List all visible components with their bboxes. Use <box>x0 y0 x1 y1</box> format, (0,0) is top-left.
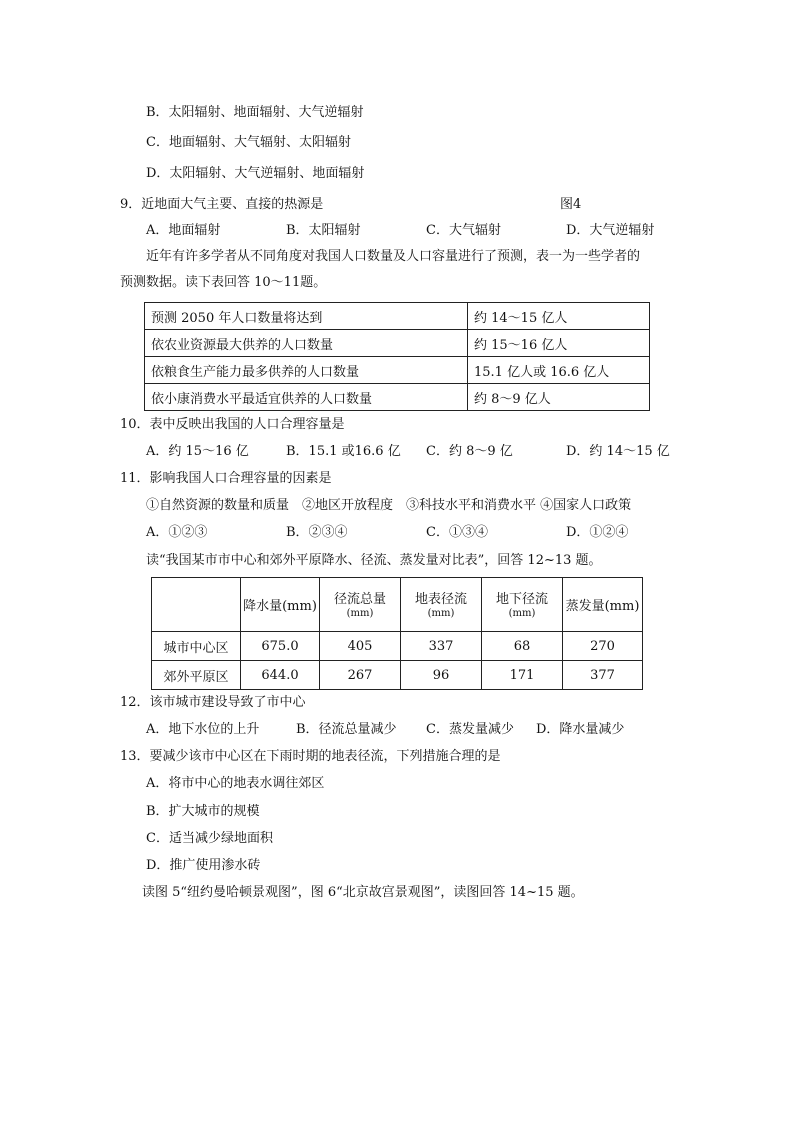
intro-10-11-line2: 预测数据。读下表回答 10～11题。 <box>120 275 327 290</box>
table-cell: 约 8～9 亿人 <box>468 384 650 411</box>
table-cell: 约 15～16 亿人 <box>468 330 650 357</box>
table-cell: 依农业资源最大供养的人口数量 <box>145 330 468 357</box>
q13-option-c: C．适当减少绿地面积 <box>146 831 273 846</box>
intro-10-11-line1: 近年有许多学者从不同角度对我国人口数量及人口容量进行了预测，表一为一些学者的 <box>146 249 641 264</box>
intro-12-13: 读“我国某市市中心和郊外平原降水、径流、蒸发量对比表”，回答 12~13 题。 <box>146 553 602 568</box>
q9-option-b: B．太阳辐射 <box>286 223 361 238</box>
q12-option-d: D．降水量减少 <box>536 722 625 737</box>
table-cell: 337 <box>401 632 482 661</box>
q12-option-c: C．蒸发量减少 <box>426 722 514 737</box>
table-cell: 675.0 <box>241 632 320 661</box>
q11-option-a: A．①②③ <box>146 525 208 540</box>
table-cell: 郊外平原区 <box>152 661 241 690</box>
table-header-cell: 径流总量 (mm) <box>320 578 401 632</box>
table-header-cell: 蒸发量(mm) <box>563 578 643 632</box>
q13-option-a: A．将市中心的地表水调往郊区 <box>146 776 325 791</box>
q11-stem: 11．影响我国人口合理容量的因素是 <box>120 471 332 486</box>
q10-option-c: C．约 8～9 亿 <box>426 444 513 459</box>
q9-option-d: D．大气逆辐射 <box>566 223 655 238</box>
q8-option-d: D．太阳辐射、大气逆辐射、地面辐射 <box>146 166 365 181</box>
q10-stem: 10．表中反映出我国的人口合理容量是 <box>120 417 345 432</box>
table-cell: 68 <box>482 632 563 661</box>
q9-option-c: C．大气辐射 <box>426 223 501 238</box>
table-cell: 预测 2050 年人口数量将达到 <box>145 303 468 330</box>
q13-option-b: B．扩大城市的规模 <box>146 804 260 819</box>
q8-option-b: B．太阳辐射、地面辐射、大气逆辐射 <box>146 105 364 120</box>
q9-option-a: A．地面辐射 <box>146 223 221 238</box>
table-row <box>145 330 650 357</box>
table-row <box>152 661 643 690</box>
q12-stem: 12．该市城市建设导致了市中心 <box>120 695 306 710</box>
q11-option-b: B．②③④ <box>286 525 348 540</box>
table-header-cell: 地下径流 (mm) <box>482 578 563 632</box>
table-cell: 644.0 <box>241 661 320 690</box>
table-row <box>145 384 650 411</box>
population-prediction-table <box>144 302 650 411</box>
q13-option-d: D．推广使用渗水砖 <box>146 858 261 873</box>
table-cell: 依粮食生产能力最多供养的人口数量 <box>145 357 468 384</box>
intro-14-15: 读图 5“纽约曼哈顿景观图”，图 6“北京故宫景观图”，读图回答 14~15 题。 <box>142 885 584 900</box>
table-cell: 377 <box>563 661 643 690</box>
table-header-cell: 地表径流 (mm) <box>401 578 482 632</box>
table-header-cell <box>152 578 241 632</box>
table-cell: 约 14～15 亿人 <box>468 303 650 330</box>
q8-option-c: C．地面辐射、大气辐射、太阳辐射 <box>146 135 351 150</box>
q11-option-c: C．①③④ <box>426 525 488 540</box>
table-cell: 267 <box>320 661 401 690</box>
table-cell: 171 <box>482 661 563 690</box>
table-header-cell: 降水量(mm) <box>241 578 320 632</box>
table-cell: 270 <box>563 632 643 661</box>
table-cell: 96 <box>401 661 482 690</box>
table-row <box>152 632 643 661</box>
table-row <box>145 303 650 330</box>
q13-stem: 13．要减少该市中心区在下雨时期的地表径流，下列措施合理的是 <box>120 749 501 764</box>
table-cell: 405 <box>320 632 401 661</box>
table-cell: 15.1 亿人或 16.6 亿人 <box>468 357 650 384</box>
q12-option-b: B．径流总量减少 <box>296 722 397 737</box>
table-header-row <box>152 578 643 632</box>
q10-option-b: B．15.1 或16.6 亿 <box>286 444 401 459</box>
q9-stem: 9．近地面大气主要、直接的热源是 <box>120 197 324 212</box>
q10-option-d: D．约 14～15 亿 <box>566 444 670 459</box>
q11-option-d: D．①②④ <box>566 525 629 540</box>
q9-figure-label: 图4 <box>560 197 582 212</box>
table-row <box>145 357 650 384</box>
q10-option-a: A．约 15～16 亿 <box>146 444 249 459</box>
table-cell: 依小康消费水平最适宜供养的人口数量 <box>145 384 468 411</box>
precipitation-runoff-table <box>151 577 643 690</box>
q11-factors: ①自然资源的数量和质量 ②地区开放程度 ③科技水平和消费水平 ④国家人口政策 <box>146 498 632 513</box>
table-cell: 城市中心区 <box>152 632 241 661</box>
q12-option-a: A．地下水位的上升 <box>146 722 260 737</box>
